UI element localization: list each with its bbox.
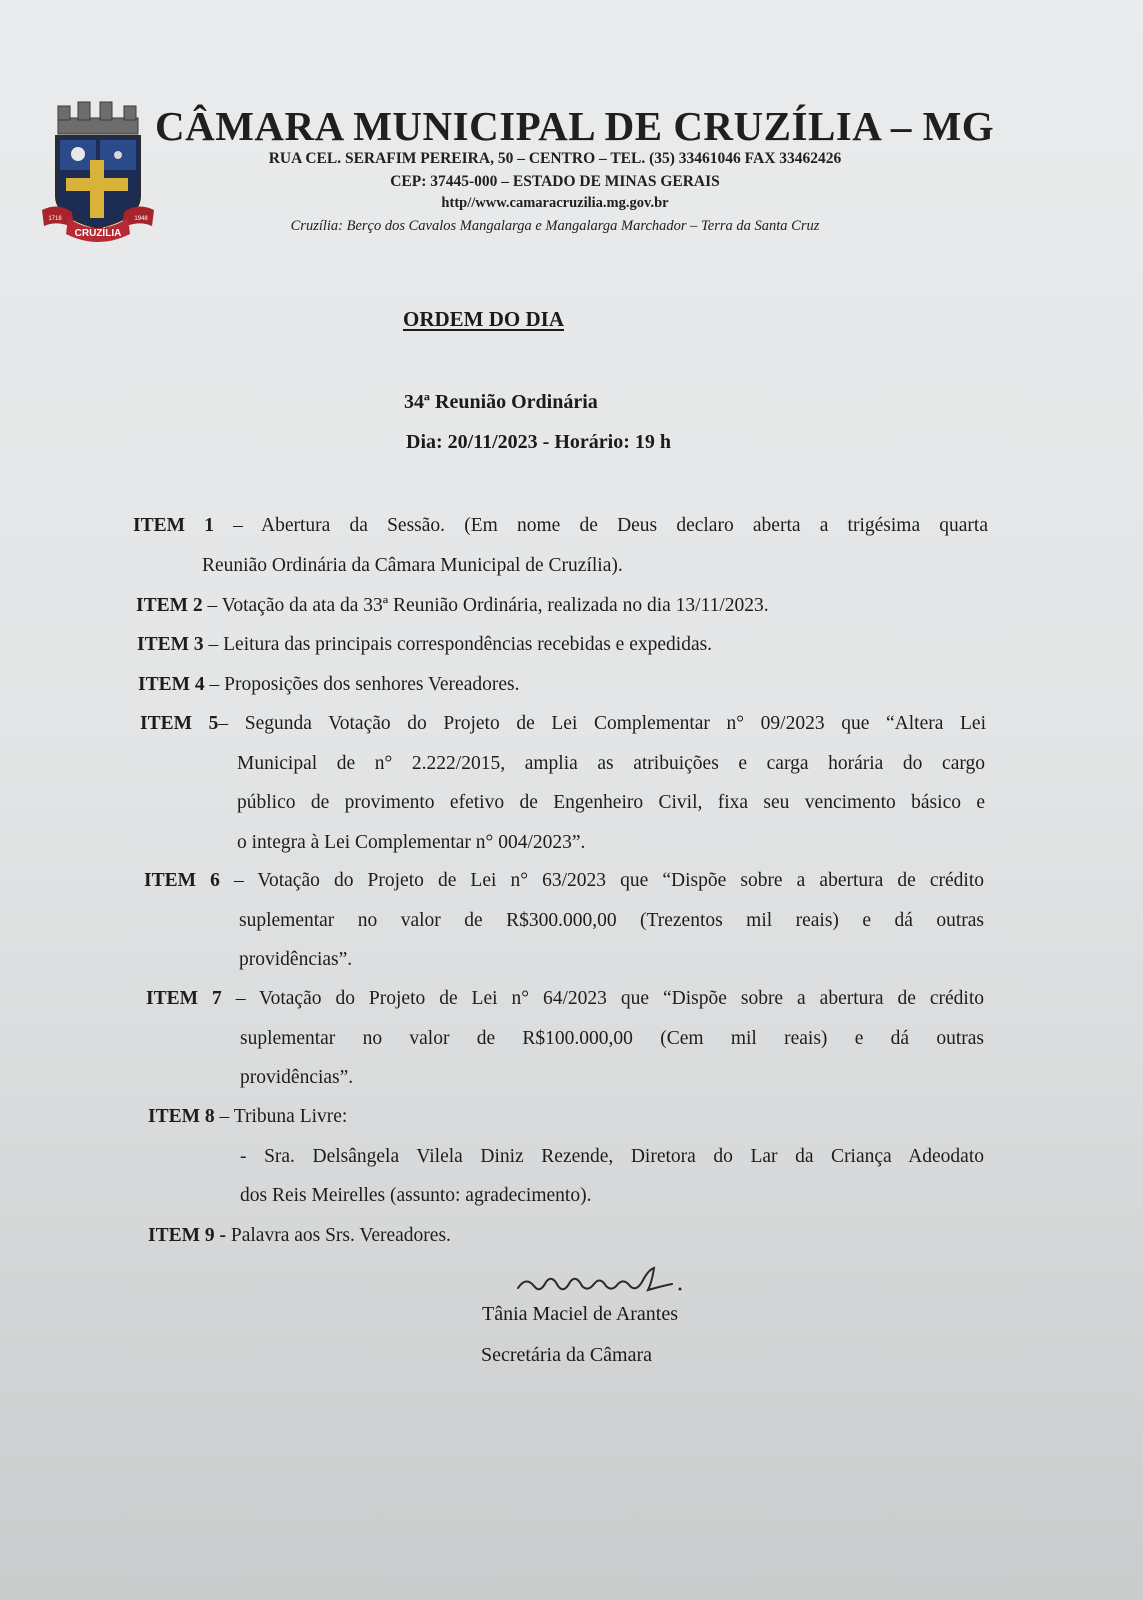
handwritten-signature-icon (512, 1262, 687, 1302)
crest-year-left: 1718 (48, 216, 62, 222)
item-text-line: suplementar no valor de R$100.000,00 (Cem mil reais) e dá outras (240, 1028, 984, 1049)
item-text-line: – Proposições dos senhores Vereadores. (209, 674, 520, 695)
municipal-crest-icon (38, 100, 158, 246)
item-text-line: o integra à Lei Complementar n° 004/2023”. (237, 832, 586, 853)
agenda-item-6 (144, 870, 984, 892)
meeting-name: 34ª Reunião Ordinária (404, 391, 598, 413)
crest-year-right: 1948 (134, 216, 148, 222)
item-text-line: – Votação da ata da 33ª Reunião Ordinária, realizada no dia 13/11/2023. (207, 595, 769, 616)
item-text-line: público de provimento efetivo de Engenheiro Civil, fixa seu vencimento básico e (237, 792, 985, 813)
item-text-line: Reunião Ordinária da Câmara Municipal de Cruzília). (202, 555, 623, 576)
agenda-item-5 (140, 713, 986, 735)
item-text-line: dos Reis Meirelles (assunto: agradecimento). (240, 1185, 592, 1206)
header-website: http//www.camaracruzilia.mg.gov.br (441, 195, 669, 211)
item-text-line: suplementar no valor de R$300.000,00 (Trezentos mil reais) e dá outras (239, 910, 984, 931)
header-motto: Cruzília: Berço dos Cavalos Mangalarga e Mangalarga Marchador – Terra da Santa Cruz (290, 218, 820, 234)
item-label: ITEM 5 (140, 713, 219, 734)
item-text-line: – Segunda Votação do Projeto de Lei Complementar n° 09/2023 que “Altera Lei (218, 713, 986, 734)
item-text-line: providências”. (239, 949, 353, 970)
item-text-line: – Votação do Projeto de Lei n° 64/2023 que “Dispõe sobre a abertura de crédito (235, 988, 984, 1009)
item-label: ITEM 7 (146, 988, 222, 1009)
item-label: ITEM 2 (136, 595, 203, 616)
item-label: ITEM 9 - (148, 1225, 226, 1246)
signer-role: Secretária da Câmara (481, 1344, 653, 1366)
agenda-item-8 (148, 1106, 347, 1128)
signer-name: Tânia Maciel de Arantes (482, 1303, 679, 1325)
item-label: ITEM 6 (144, 870, 220, 891)
item-text-line: – Leitura das principais correspondências recebidas e expedidas. (208, 634, 713, 655)
crest-text: CRUZÍLIA (74, 228, 122, 239)
item-text-line: – Votação do Projeto de Lei n° 63/2023 que “Dispõe sobre a abertura de crédito (233, 870, 984, 891)
item-text-line: – Tribuna Livre: (219, 1106, 348, 1127)
item-text-line: Palavra aos Srs. Vereadores. (230, 1225, 451, 1246)
agenda-item-3 (137, 634, 712, 656)
header-address: RUA CEL. SERAFIM PEREIRA, 50 – CENTRO – TEL. (35) 33461046 FAX 33462426 (268, 150, 842, 167)
item-text-line: providências”. (240, 1067, 354, 1088)
agenda-item-1 (133, 515, 988, 537)
item-text-line: Municipal de n° 2.222/2015, amplia as atribuições e carga horária do cargo (237, 753, 985, 774)
item-text-line: – Abertura da Sessão. (Em nome de Deus declaro aberta a trigésima quarta (233, 515, 989, 536)
item-label: ITEM 1 (133, 515, 214, 536)
agenda-item-7 (146, 988, 984, 1010)
item-text-line: - Sra. Delsângela Vilela Diniz Rezende, Diretora do Lar da Criança Adeodato (240, 1146, 984, 1167)
agenda-item-2 (136, 595, 769, 617)
agenda-item-4 (138, 674, 519, 696)
agenda-item-9 (148, 1225, 451, 1247)
item-label: ITEM 8 (148, 1106, 215, 1127)
document-title: ORDEM DO DIA (403, 307, 564, 331)
meeting-schedule: Dia: 20/11/2023 - Horário: 19 h (406, 431, 671, 453)
item-label: ITEM 3 (137, 634, 204, 655)
item-label: ITEM 4 (138, 674, 205, 695)
header-title: CÂMARA MUNICIPAL DE CRUZÍLIA – MG (155, 103, 995, 149)
header-cep: CEP: 37445-000 – ESTADO DE MINAS GERAIS (390, 173, 720, 190)
